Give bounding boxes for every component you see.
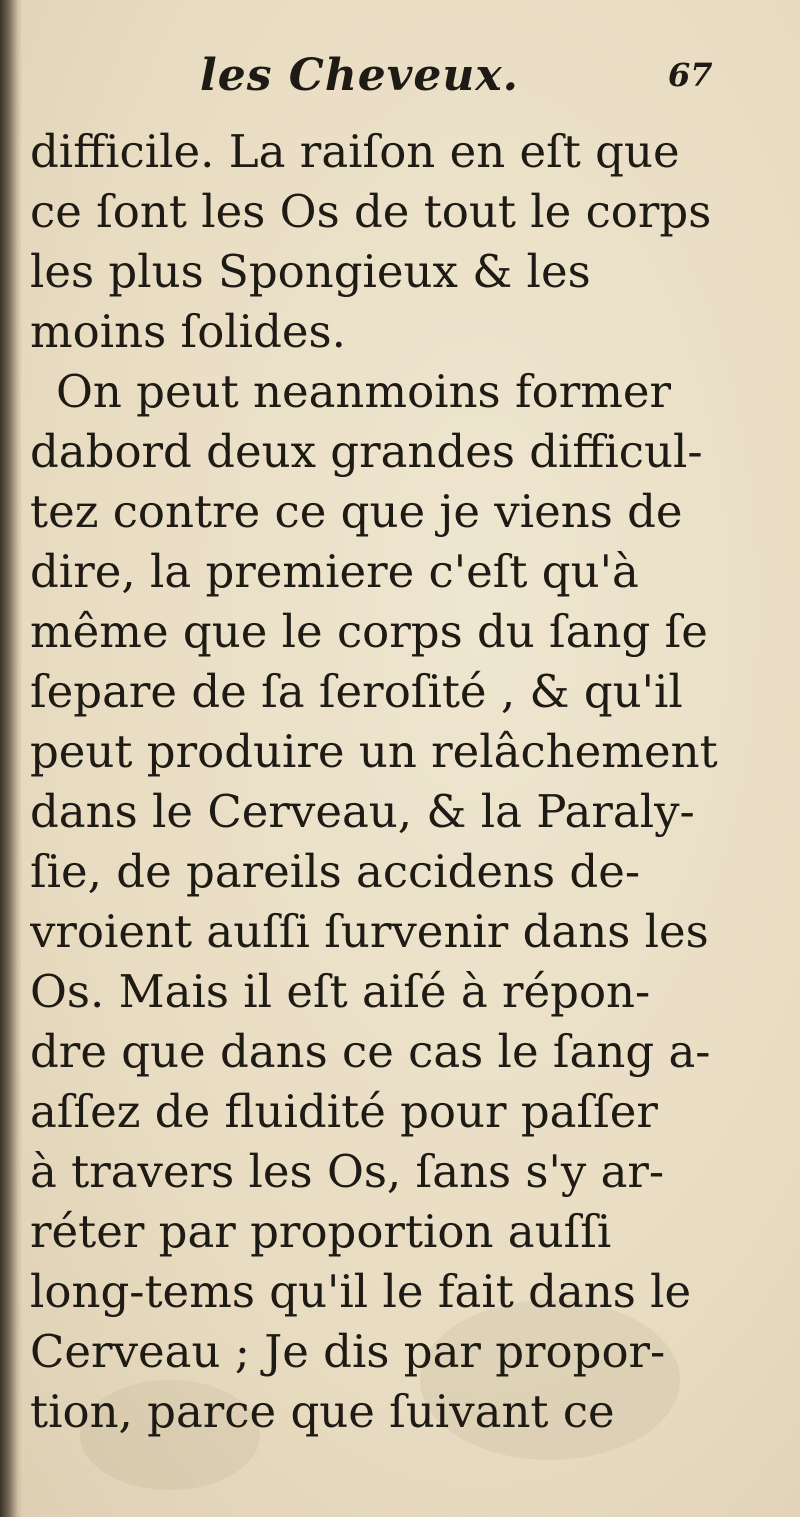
text-line: On peut neanmoins former: [56, 365, 672, 418]
text-line: dire, la premiere c'eſt qu'à: [30, 545, 639, 598]
running-title: les Cheveux.: [200, 50, 519, 101]
text-line: réter par proportion auſſi: [30, 1205, 612, 1258]
text-line: ce ſont les Os de tout le corps: [30, 185, 712, 238]
text-line: même que le corps du ſang ſe: [30, 605, 708, 658]
body-text: [30, 122, 795, 1442]
text-line: ſie, de pareils accidens de-: [30, 845, 641, 898]
text-line: Os. Mais il eſt aiſé à répon-: [30, 965, 651, 1018]
text-line: long-tems qu'il le fait dans le: [30, 1265, 692, 1318]
text-line: moins ſolides.: [30, 305, 346, 358]
text-line: ſepare de ſa ſeroſité , & qu'il: [30, 665, 683, 718]
text-line: difficile. La raiſon en eſt que: [30, 125, 680, 178]
text-line: vroient auſſi ſurvenir dans les: [30, 905, 709, 958]
text-line: les plus Spongieux & les: [30, 245, 591, 298]
text-line: dabord deux grandes difficul-: [30, 425, 703, 478]
text-line: Cerveau ; Je dis par propor-: [30, 1325, 666, 1378]
binding-gutter: [0, 0, 22, 1517]
text-line: dans le Cerveau, & la Paraly-: [30, 785, 695, 838]
text-line: tez contre ce que je viens de: [30, 485, 683, 538]
text-line: peut produire un relâchement: [30, 725, 718, 778]
page-number: 67: [668, 56, 713, 94]
text-line: tion, parce que ſuivant ce: [30, 1385, 615, 1438]
running-head: [0, 50, 800, 110]
text-line: dre que dans ce cas le ſang a-: [30, 1025, 711, 1078]
text-line: à travers les Os, ſans s'y ar-: [30, 1145, 665, 1198]
text-line: aſſez de fluidité pour paſſer: [30, 1085, 658, 1138]
